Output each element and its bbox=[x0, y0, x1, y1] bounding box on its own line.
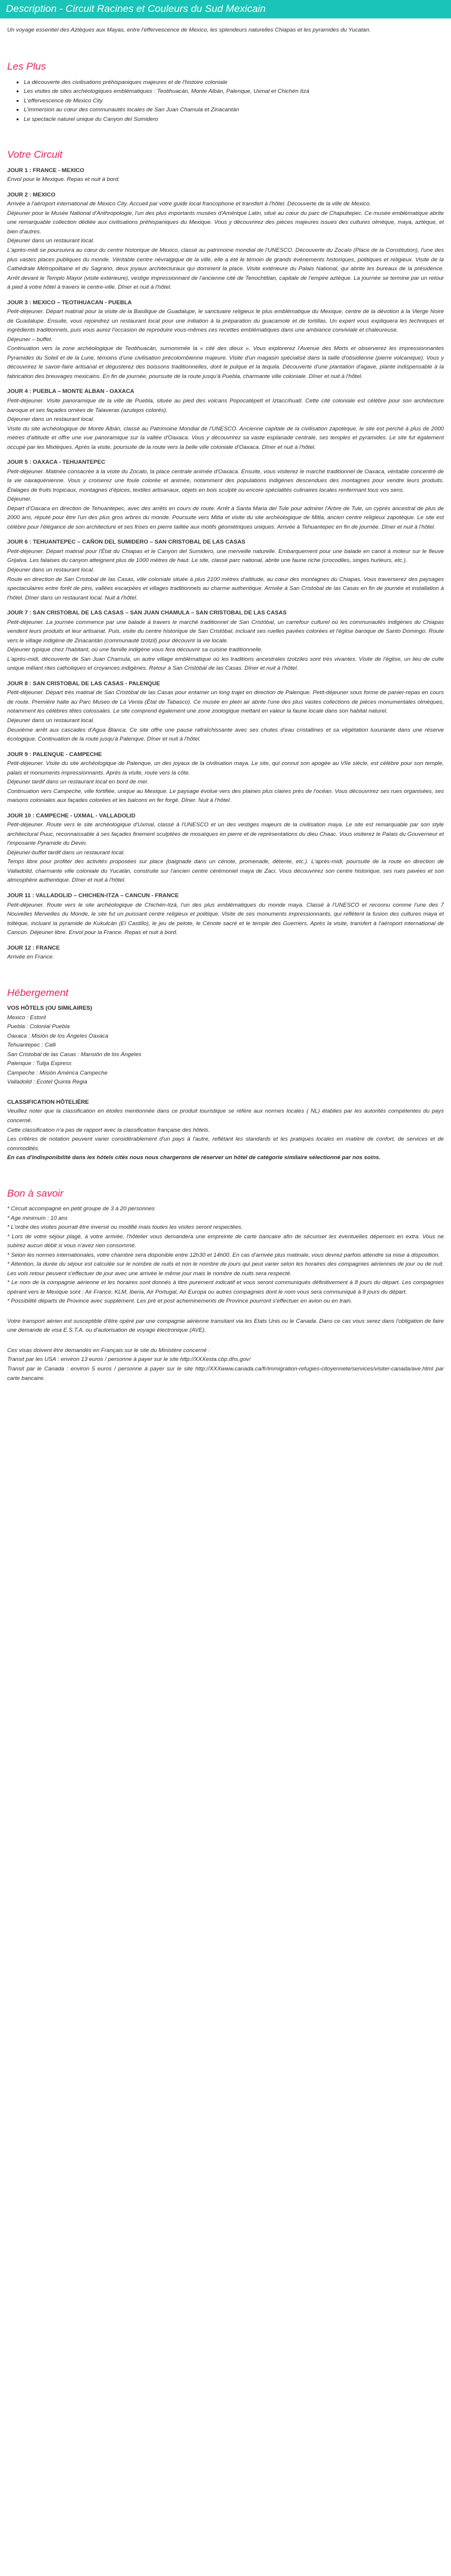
itinerary-day bbox=[7, 679, 444, 744]
highlight-item: ▪ La découverte des civilisations préhispaniques majeures et de l'histoire coloniale bbox=[24, 78, 444, 88]
hotel-item: Campeche : Misión América Campeche bbox=[7, 1069, 108, 1076]
visa-text: Votre transport aérien est susceptible d'être opéré par une compagnie aérienne transitant via les Etats Unis ou le Canada. Dans ce cas vous serez dans l'obligation de faire une demande de visa E.S.T.A. ou d'autorisation de voyage électronique (AVE). bbox=[7, 1317, 444, 1334]
day-paragraph: L'après-midi, découverte de San Juan Chamula, un autre village emblématique où les traditions ancestrales tzotziles sont très vivantes. Visite de l'église, un lieu de culte unique mêlant rites catholiques et croyances indigènes. Retour à San Cristóbal de las Casas. Dîner et nuit à l'hôtel. bbox=[7, 655, 444, 672]
day-paragraph: Déjeuner dans un restaurant local. bbox=[7, 717, 95, 724]
day-paragraph: Petit-déjeuner. Route vers le site archéologique de Chichén-Itzá, l'un des plus emblématiques du monde maya. Classé à l'UNESCO et reconnu comme l'une des 7 Nouvelles Merveilles du Monde, le site fut un puissant centre religieux et politique. Visite de ses monuments impressionnants, qui reflètent la fusion des cultures maya et toltèque, incluant la pyramide de Kukulcán (El Castillo), le jeu de pelote, le Cénote sacré et le temple des Guerriers. Après la visite, transfert à l'aéroport international de Cancún. Déjeuner libre. Envol pour la France. Repas et nuit à bord. bbox=[7, 901, 444, 936]
info-item: * Attention, la durée du séjour est calculée sur le nombre de nuits et non le nombre de jours qui peut varier selon les horaires des compagnies aériennes de jour ou de nuit. Les vols retour peuvent s'effectuer de jour avec une arrivée le même jour mais le nombre de nuits sera respecté. bbox=[7, 1261, 444, 1277]
hotel-item: Puebla : Colonial Puebla bbox=[7, 1023, 70, 1031]
day-title: JOUR 8 : SAN CRISTOBAL DE LAS CASAS - PALENQUE bbox=[7, 680, 160, 687]
highlight-item: ▪ Les visites de sites archéologiques emblématiques : Teotihuacán, Monte Albán, Palenque, Uxmal et Chichén Itzá bbox=[24, 87, 444, 96]
info-item: * L'ordre des visites pourrait être inversé ou modifié mais toutes les visites seront respectées. bbox=[7, 1224, 243, 1231]
good-to-know-heading: Bon à savoir bbox=[7, 1187, 64, 1199]
hotel-item: Oaxaca : Misión de los Ángeles Oaxaca bbox=[7, 1032, 109, 1039]
day-paragraph: Petit-déjeuner. Visite panoramique de la ville de Puebla, située au pied des volcans Popocatépetl et Iztaccíhuatl. Cette cité coloniale est célèbre pour son architecture baroque et ses façades ornées de Talaveras (azulejos colorés). bbox=[7, 397, 444, 414]
itinerary-day bbox=[7, 387, 444, 452]
day-title: JOUR 5 : OAXACA - TEHUANTEPEC bbox=[7, 459, 105, 466]
day-paragraph: L'après-midi se poursuivra au cœur du centre historique de Mexico, classé au patrimoine mondial de l'UNESCO. Découverte du Zocalo (Place de la Constitution), l'une des plus vastes places publiques du monde. Véritable centre névralgique de la ville, elle a été le témoin de grands événements historiques, politiques et religieux. Visite de la Cathédrale Métropolitaine et du Sagrario, deux joyaux architecturaux qui dominent la place. Visite extérieure du Palais National, qui abrite les bureaux de la présidence. Arrêt devant le Templo Mayor (visite extérieure), vestige impressionnant de l'ancienne cité de Tenochtitlan, capitale de l'empire aztèque. La journée se termine par un retour à pied à votre hôtel à travers le centre-ville. Dîner et nuit à l'hôtel. bbox=[7, 247, 444, 291]
intro-text: Un voyage essentiel des Aztèques aux Mayas, entre l'effervescence de Mexico, les splendeurs naturelles Chiapas et les pyramides du Yucatan. bbox=[7, 26, 371, 33]
highlight-item: ▪ L'immersion au cœur des communautés locales de San Juan Chamula et Zinacantán bbox=[24, 105, 444, 115]
itinerary-day bbox=[7, 750, 444, 805]
day-paragraph: Route en direction de San Cristobal de las Casas, ville coloniale située à plus 2100 mètres d'altitude, au cœur des montagnes du Chiapas. Vous traverserez des paysages spectaculaires entre forêt de pins, vallées escarpées et villages traditionnels au charme authentique. Arrivée à San Cristobal de las Casas en fin de journée et installation à l'hôtel. Dîner dans un restaurant local. Nuit à l'hôtel. bbox=[7, 576, 444, 601]
day-title: JOUR 12 : FRANCE bbox=[7, 944, 60, 951]
hotel-item: Mexico : Estoril bbox=[7, 1014, 46, 1021]
itinerary-day bbox=[7, 811, 444, 885]
day-paragraph: Petit-déjeuner. Route vers le site archéologique d'Uxmal, classé à l'UNESCO et un des vestiges majeurs de la civilisation maya. Le site est remarquable par son style architectural Puuc, reconnaissable à ses façades finement sculptées de mosaïques en pierre et de représentations du dieu Chaac. Vous visiterez le Palais du Gouverneur et l'imposante Pyramide du Devin. bbox=[7, 822, 444, 847]
day-paragraph: Déjeuner dans un restaurant local. bbox=[7, 238, 95, 245]
itinerary-day bbox=[7, 944, 444, 962]
day-title: JOUR 4 : PUEBLA – MONTE ALBAN - OAXACA bbox=[7, 388, 134, 395]
hotel-item: Tehuantepec : Calli bbox=[7, 1042, 56, 1049]
day-paragraph: Petit-déjeuner. Visite du site archéologique de Palenque, un des joyaux de la civilisation maya. Le site, qui connut son apogée au VIIe siècle, est célèbre pour son temple, palais et monuments impressionnants. Après la visite, route vers la côte. bbox=[7, 760, 444, 776]
day-paragraph: Déjeuner dans un restaurant local. bbox=[7, 567, 95, 574]
day-title: JOUR 3 : MEXICO – TEOTIHUACAN - PUEBLA bbox=[7, 299, 132, 306]
day-paragraph: Continuation vers la zone archéologique de Teotihuacán, surnommée la « cité des dieux ». Vous explorerez l'Avenue des Morts et observerez les impressionnantes Pyramides du Soleil et de la Lune, témoins d'une civilisation précolombienne majeure. Visite d'un magasin spécialisé dans la taille d'obsidienne (pierre volcanique). Vous y découvrirez le savoir-faire artisanal et dégusterez des boissons traditionnelles, dont le pulque et la tequila. Découverte d'une plantation d'agave, plante indispensable à la fabrication des breuvages mexicains. En fin de journée, poursuite de la route jusqu'à Puebla, charmante ville coloniale. Dîner et nuit à l'hôtel. bbox=[7, 345, 444, 380]
hotel-item: San Cristobal de las Casas : Mansión de los Ángeles bbox=[7, 1051, 142, 1058]
highlight-item: ▪ L'effervescence de Mexico City bbox=[24, 96, 444, 106]
info-item: * Selon les normes internationales, votre chambre sera disponible entre 12h30 et 14h00. En cas d'arrivée plus matinale, vous devrez parfois attendre sa mise à disposition. bbox=[7, 1251, 440, 1259]
day-paragraph: Déjeuner pour le Musée National d'Anthropologie, l'un des plus importants musées d'Amérique Latin, situé au cœur du parc de Chapultepec. Ce musée emblématique abrite une remarquable collection dédiée aux civilisations préhispaniques du Mexique. Vous y découvrirez des pièces majeures issues des cultures olmèque, maya, aztèque, et bien d'autres. bbox=[7, 210, 444, 235]
page-title: Description - Circuit Racines et Couleurs du Sud Mexicain bbox=[0, 0, 451, 18]
classification-text: Veuillez noter que la classification en étoiles mentionnée dans ce produit touristique se réfère aux normes locales ( NL) établies par les autorités compétentes du pays concerné. bbox=[7, 1108, 444, 1124]
good-to-know-list bbox=[7, 1204, 444, 1306]
day-title: JOUR 1 : FRANCE - MEXICO bbox=[7, 167, 84, 174]
visa-link-usa[interactable]: Transit par les USA : environ 13 euros / personne à payer sur le site http://XXXesta.cbp.dhs.gov/ bbox=[7, 1356, 251, 1363]
day-paragraph: Temps libre pour profiter des activités proposées sur place (baignade dans un cénote, promenade, détente, etc.). L'après-midi, poursuite de la route en direction de Valladolid, charmante ville coloniale du Yucatán, construite sur l'ancien centre cérémoniel maya de Zaci. Vous découvrirez son centre historique, ses rues pavées et son atmosphère authentique. Dîner et nuit à l'hôtel. bbox=[7, 858, 444, 884]
day-paragraph: Petit-déjeuner. La journée commence par une balade à travers le marché traditionnel de San Cristóbal, un carrefour culturel où les communautés indigènes du Chiapas vendent leurs produits et leur artisanat. Puis, visite du centre historique de San Cristóbal, incluant ses ruelles pavées colorées et l'église baroque de Santo Domingo. Route vers le village indigène de Zinacantán (communauté tzotzil) pour découvrir la vie locale. bbox=[7, 619, 444, 644]
day-paragraph: Envol pour le Mexique. Repas et nuit à bord. bbox=[7, 176, 120, 183]
itinerary-day bbox=[7, 298, 444, 382]
day-paragraph: Petit-déjeuner. Départ très matinal de San Cristóbal de las Casas pour entamer un long trajet en direction de Palenque. Petit-déjeuner sous forme de panier-repas en cours de route. Première halte au Parc Museo de La Venta (État de Tabasco). Ce musée en plein air abrite l'une des plus vastes collections de pièces monumentales olmèques, notamment les célèbres têtes colossales. Le site comprend également une zone zoologique mettant en valeur la faune locale dans son habitat naturel. bbox=[7, 689, 444, 715]
info-item: * Le nom de la compagnie aérienne et les horaires sont donnés à titre purement indicatif et vous seront communiqués définitivement à 8 jours du départ. Les compagnies opérant vers le Mexique sont : Air France, KLM, Iberia, Air Portugal, Air Europa ou autres compagnies dont le nom vous sera communiqué à 8 jours du départ. bbox=[7, 1279, 444, 1295]
day-paragraph: Deuxième arrêt aux cascades d'Agua Blanca. Ce site offre une pause rafraîchissante avec ses chutes d'eau cristallines et sa végétation luxuriante dans une réserve écologique. Continuation de la route jusqu'à Palenque. Dîner et nuit à l'hôtel. bbox=[7, 726, 444, 743]
day-paragraph: Visite du site archéologique de Monte Albán, classé au Patrimoine Mondial de l'UNESCO. Ancienne capitale de la civilisation zapotèque, le site est perché à plus de 2000 mètres d'altitude et offre une vue panoramique sur la vallée d'Oaxaca. Vous y découvrirez sa vaste esplanade centrale, ses temples et pyramides. Le site fut également occupé par les Mixtèques. Après la visite, poursuite de la route vers la belle ville coloniale d'Oaxaca. Dîner et nuit à l'hôtel. bbox=[7, 425, 444, 451]
hotels-list bbox=[7, 1013, 444, 1087]
day-paragraph: Déjeuner tardif dans un restaurant local en bord de mer. bbox=[7, 779, 149, 786]
day-title: JOUR 10 : CAMPECHE - UXMAL - VALLADOLID bbox=[7, 812, 136, 819]
hotel-item: Palenque : Tulija Express bbox=[7, 1060, 72, 1067]
itinerary-day bbox=[7, 538, 444, 602]
info-item: * Age minimum : 10 ans bbox=[7, 1214, 68, 1222]
day-paragraph: Déjeuner dans un restaurant local. bbox=[7, 416, 95, 423]
hotels-heading: Hébergement bbox=[7, 986, 69, 998]
day-paragraph: Petit-déjeuner. Départ matinal pour la visite de la Basilique de Guadalupe, le sanctuaire religieux le plus emblématique du Mexique, centre de la dévotion à la Vierge Noire de Guadalupe. Ensuite, vous rejoindrez un restaurant local pour une initiation à la préparation du guacamole et de tortillas. Un expert vous expliquera les techniques et ingrédients traditionnels, puis vous aurez l'occasion de reproduire vous-mêmes ces recettes emblématiques dans une ambiance conviviale et chaleureuse. bbox=[7, 308, 444, 334]
day-title: JOUR 7 : SAN CRISTOBAL DE LAS CASAS – SAN JUAN CHAMULA – SAN CRISTOBAL DE LAS CASAS bbox=[7, 610, 287, 617]
day-paragraph: Petit-déjeuner. Matinée consacrée à la visite du Zocalo, la place centrale animée d'Oaxaca. Ensuite, vous visiterez le marché traditionnel de Oaxaca, véritable concentré de la vie oaxaquénienne. Vous y croiserez une foule colorée et animée, notamment des populations indigènes descendues des montagnes pour vendre leurs produits. Étalages de fruits tropicaux, montagnes d'épices, textiles artisanaux, objets en bois sculpté ou encore spécialités culinaires locales renfermant tous vos sens. bbox=[7, 468, 444, 494]
hotels-subheading: VOS HÔTELS (OU SIMILAIRES) bbox=[7, 1005, 92, 1012]
day-paragraph: Déjeuner. bbox=[7, 496, 32, 503]
day-title: JOUR 11 : VALLADOLID – CHICHEN-ITZA – CANCUN - FRANCE bbox=[7, 892, 179, 900]
classification-note: Les critères de notation peuvent varier considérablement d'un pays à l'autre, reflétant les standards et les pratiques locales en matière de confort, de services et de commodités. bbox=[7, 1136, 444, 1152]
info-item: * Circuit accompagné en petit groupe de 3 à 20 personnes bbox=[7, 1206, 155, 1213]
day-title: JOUR 9 : PALENQUE - CAMPECHE bbox=[7, 751, 102, 758]
hotel-item: Valladolid : Ecotel Quinta Regia bbox=[7, 1079, 87, 1086]
day-paragraph: Départ d'Oaxaca en direction de Tehuantepec, avec des arrêts en cours de route. Arrêt à Santa Maria del Tule pour admirer l'Arbre de Tule, un cyprès ancestral de plus de 2000 ans, réputé pour être l'un des plus gros arbres du monde. Poursuite vers Mitla et visite du site archéologique de Mitla, ancien centre religieux zapotèque. Le site est célèbre pour l'élégance de son architecture et ses frises en pierre taillée aux motifs géométriques uniques. Arrivée à Tehuantepec en fin de journée. Dîner et nuit à l'hôtel. bbox=[7, 505, 444, 530]
itinerary-day bbox=[7, 608, 444, 673]
visa-link-canada[interactable]: Transit par le Canada : environ 5 euros / personne à payer sur le site http://XXXwww.canada.ca/fr/immigration-refugies-citoyennete/services/visiter-canada/ave.html par carte bancaire. bbox=[7, 1365, 444, 1382]
day-paragraph: Déjeuner typique chez l'habitant, où une famille indigène vous fera découvrir sa cuisine traditionnelle. bbox=[7, 647, 263, 654]
day-paragraph: Déjeuner-buffet tardif dans un restaurant local. bbox=[7, 849, 125, 856]
day-paragraph: Arrivée en France. bbox=[7, 954, 54, 961]
day-title: JOUR 2 : MEXICO bbox=[7, 191, 56, 198]
highlights-heading: Les Plus bbox=[7, 61, 46, 73]
itinerary-heading: Votre Circuit bbox=[7, 149, 62, 161]
info-item: * Possibilité départs de Province avec supplément. Les pré et post acheminements de Province pourront s'effectuer en avion ou en train. bbox=[7, 1298, 352, 1305]
day-paragraph: Continuation vers Campeche, ville fortifiée, unique au Mexique. Le paysage évolue vers des plaines plus claires près de l'océan. Vous découvrirez ses rues organisées, ses maisons coloniales aux façades colorées et les balcons en fer forgé. Dîner. Nuit à l'hôtel. bbox=[7, 788, 444, 804]
classification-warning: En cas d'indisponibilité dans les hôtels cités nous nous chargerons de réserver un hôtel de catégorie similaire sélectionné par nos soins. bbox=[7, 1154, 381, 1161]
classification-heading: CLASSIFICATION HÔTELIÈRE bbox=[7, 1098, 89, 1106]
classification-note: Cette classification n'a pas de rapport avec la classification française des hôtels. bbox=[7, 1126, 210, 1134]
day-paragraph: Arrivée à l'aéroport international de Mexico City. Accueil par votre guide local francophone et transfert à l'hôtel. Découverte de la ville de Mexico. bbox=[7, 201, 371, 208]
highlights-list bbox=[7, 78, 444, 124]
visa-links-intro: Ces visas doivent être demandés en Français sur le site du Ministère concerné : bbox=[7, 1347, 210, 1354]
highlight-item: ▪ Le spectacle naturel unique du Canyon del Sumidero bbox=[24, 115, 444, 124]
day-title: JOUR 6 : TEHUANTEPEC – CAÑON DEL SUMIDERO – SAN CRISTOBAL DE LAS CASAS bbox=[7, 539, 246, 546]
itinerary-day bbox=[7, 191, 444, 292]
itinerary-days bbox=[7, 166, 444, 962]
info-item: * Lors de votre séjour plagé, à votre arrivée, l'hôtelier vous demandera une empreinte de carte bancaire afin de sécuriser les éventuelles dépenses en extra. Vous ne subirez aucun débit si vous n'avez rien consommé. bbox=[7, 1233, 444, 1250]
day-paragraph: Petit-déjeuner. Départ matinal pour l'État du Chiapas et le Canyon del Sumidero, une merveille naturelle. Embarquement pour une balade en canot à moteur sur le fleuve Grijalva. Les falaises du canyon atteignent plus de 1000 mètres de haut. Le site, classé parc national, abrite une faune riche (crocodiles, singes hurleurs, etc.). bbox=[7, 548, 444, 564]
itinerary-day bbox=[7, 891, 444, 938]
itinerary-day bbox=[7, 166, 444, 185]
day-paragraph: Déjeuner – buffet. bbox=[7, 336, 53, 343]
itinerary-day bbox=[7, 458, 444, 532]
